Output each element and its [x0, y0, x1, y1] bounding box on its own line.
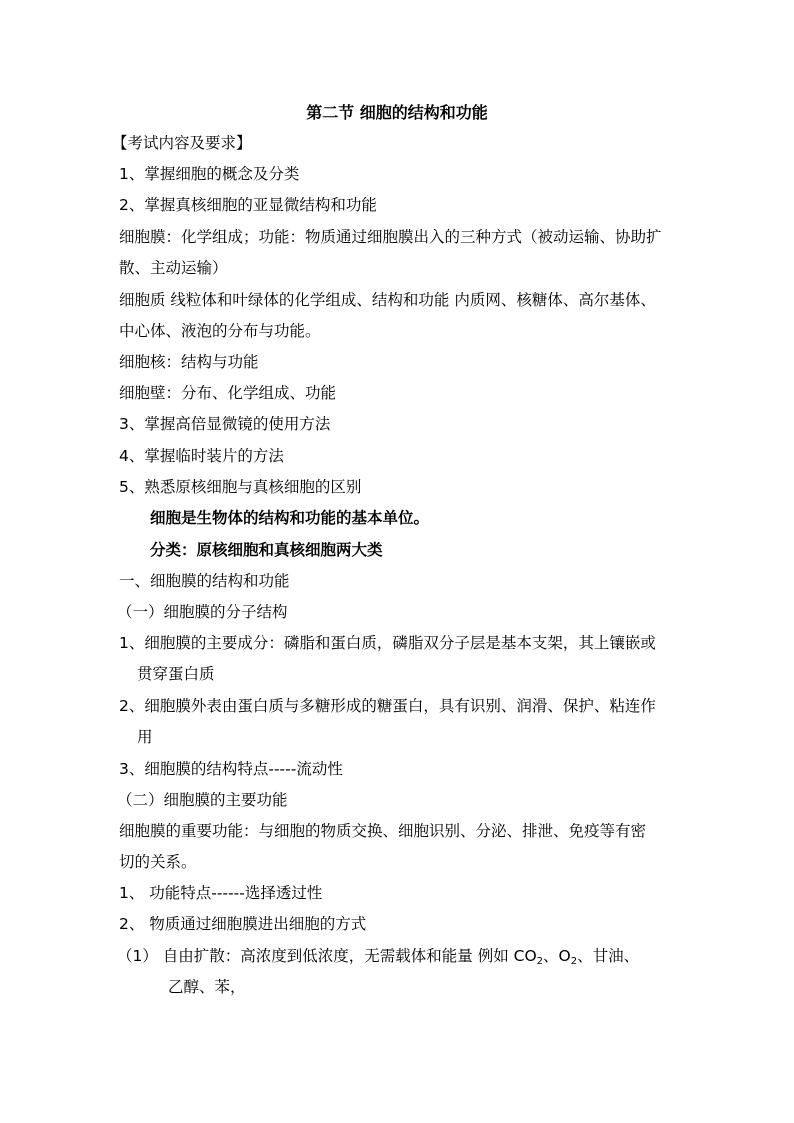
paragraph-line: 中心体、液泡的分布与功能。	[119, 322, 321, 340]
list-item: 2、掌握真核细胞的亚显微结构和功能	[119, 196, 377, 214]
list-item	[117, 946, 677, 972]
emphasis-line: 分类：原核细胞和真核细胞两大类	[150, 541, 383, 559]
list-item-continuation: 贯穿蛋白质	[137, 665, 215, 683]
paragraph-line: 细胞壁：分布、化学组成、功能	[119, 384, 337, 402]
subsection-heading: （一）细胞膜的分子结构	[117, 603, 288, 621]
list-item: 3、掌握高倍显微镜的使用方法	[119, 415, 331, 433]
list-item: 1、 功能特点------选择透过性	[119, 884, 323, 902]
list-item-continuation: 用	[137, 728, 153, 746]
list-item: 3、细胞膜的结构特点-----流动性	[119, 760, 343, 778]
list-item: 2、细胞膜外表由蛋白质与多糖形成的糖蛋白，具有识别、润滑、保护、粘连作	[119, 697, 656, 715]
paragraph-line: 细胞膜的重要功能：与细胞的物质交换、细胞识别、分泌、排泄、免疫等有密	[119, 822, 647, 840]
subscript: 2	[536, 956, 544, 967]
list-item: 1、掌握细胞的概念及分类	[119, 165, 300, 183]
emphasis-line: 细胞是生物体的结构和功能的基本单位。	[150, 509, 430, 527]
list-item-continuation: 乙醇、苯，	[168, 978, 246, 996]
paragraph-line: 细胞质 线粒体和叶绿体的化学组成、结构和功能 内质网、核糖体、高尔基体、	[119, 291, 656, 309]
paragraph-line: 散、主动运输）	[119, 259, 228, 277]
page-title: 第二节 细胞的结构和功能	[306, 103, 488, 122]
list-item: 2、 物质通过细胞膜进出细胞的方式	[119, 915, 367, 933]
list-item: 5、熟悉原核细胞与真核细胞的区别	[119, 478, 362, 496]
list-item-text: 、O	[543, 947, 571, 965]
paragraph-line: 细胞核：结构与功能	[119, 353, 259, 371]
list-item: 4、掌握临时装片的方法	[119, 447, 284, 465]
paragraph-line: 切的关系。	[119, 853, 197, 871]
section-heading: 一、细胞膜的结构和功能	[119, 572, 290, 590]
subsection-heading: （二）细胞膜的主要功能	[117, 791, 288, 809]
paragraph-line: 细胞膜：化学组成；功能：物质通过细胞膜出入的三种方式（被动运输、协助扩	[119, 228, 662, 246]
list-item-text: 、甘油、	[577, 947, 640, 965]
section-heading-exam-requirements: 【考试内容及要求】	[112, 134, 252, 152]
list-item: 1、细胞膜的主要成分：磷脂和蛋白质，磷脂双分子层是基本支架，其上镶嵌或	[119, 634, 656, 652]
list-item-text: （1） 自由扩散：高浓度到低浓度，无需载体和能量 例如 CO	[117, 947, 537, 965]
subscript: 2	[570, 956, 578, 967]
